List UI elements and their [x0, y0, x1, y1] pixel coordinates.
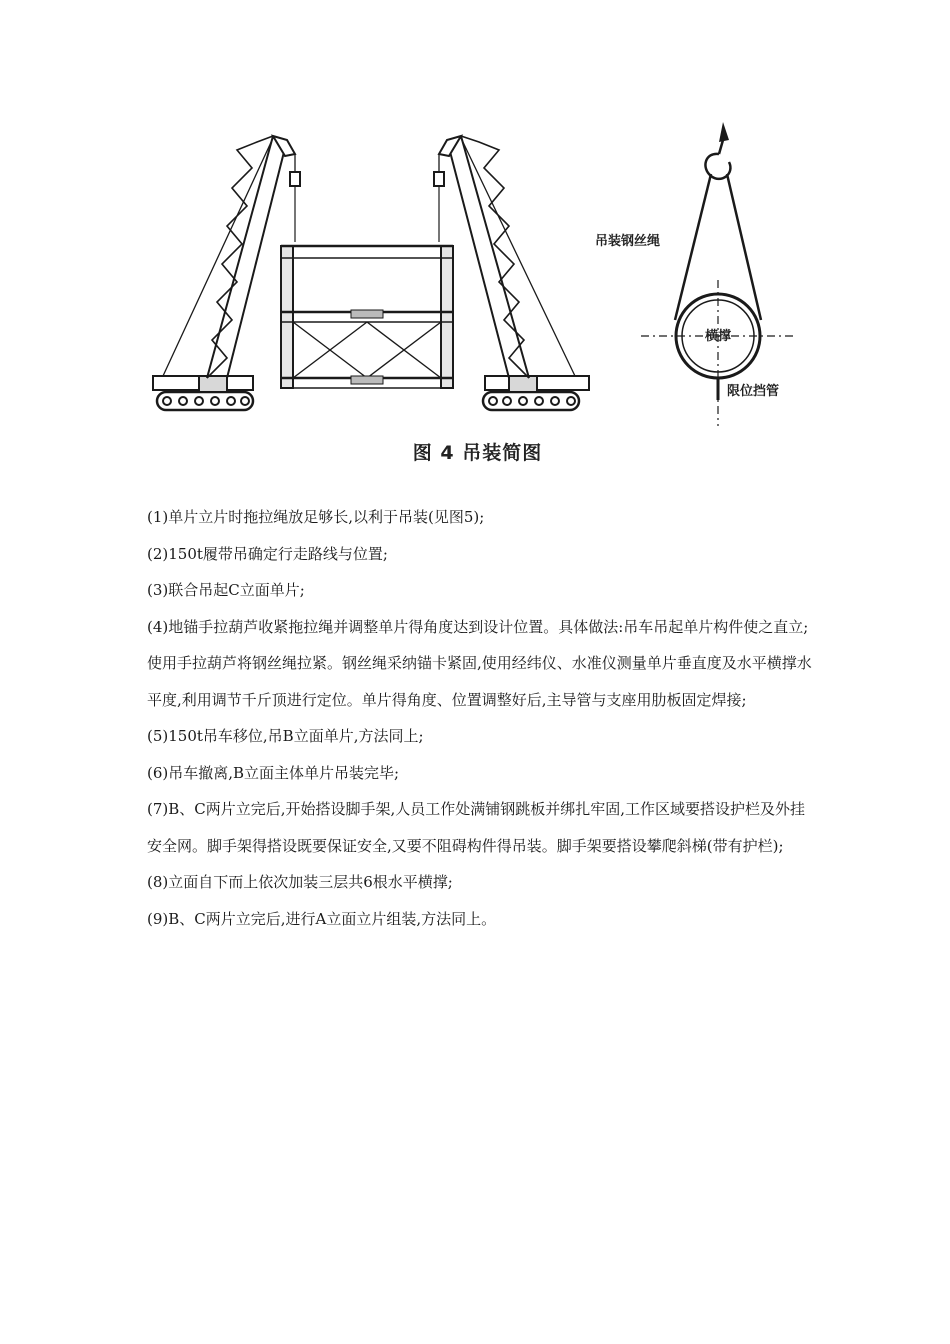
step-paragraph: (2)150t履带吊确定行走路线与位置; [147, 544, 388, 563]
step-paragraph: (1)单片立片时拖拉绳放足够长,以利于吊装(见图5); [147, 508, 485, 526]
label-lifting-wire-rope: 吊装钢丝绳 [595, 234, 661, 249]
step-paragraph: (7)B、C两片立完后,开始搭设脚手架,人员工作处满铺钢跳板并绑扎牢固,工作区域要搭设护栏及外挂安全网。脚手架得搭设既要保证安全,又要不阻碍构件得吊装。脚手架要搭设攀爬斜梯(带有护栏); [147, 800, 806, 855]
step-paragraph: (5)150t吊车移位,吊B立面单片,方法同上; [147, 727, 424, 745]
step-paragraph: (6)吊车撤离,B立面主体单片吊装完毕; [147, 763, 400, 782]
procedure-steps [147, 499, 812, 937]
step-paragraph: (4)地锚手拉葫芦收紧拖拉绳并调整单片得角度达到设计位置。具体做法:吊车吊起单片构件使之直立;使用手拉葫芦将钢丝绳拉紧。钢丝绳采纳锚卡紧固,使用经纬仪、水准仪测量单片垂直度及水平横撑水平度,利用调节千斤顶进行定位。单片得角度、位置调整好后,主导管与支座用肋板固定焊接; [147, 617, 812, 709]
right-crawler-crane [434, 136, 589, 410]
left-crawler-crane [153, 136, 300, 410]
step-paragraph: (9)B、C两片立完后,进行A立面立片组装,方法同上。 [147, 909, 497, 928]
figure-caption: 图 4 吊装简图 [412, 442, 543, 464]
lifting-diagram [145, 110, 810, 475]
step-paragraph: (8)立面自下而上依次加装三层共6根水平横撑; [147, 873, 453, 891]
step-paragraph: (3)联合吊起C立面单片; [147, 581, 305, 599]
label-limit-stop-pipe: 限位挡管 [727, 384, 780, 399]
lifting-diagram-figure [145, 110, 810, 475]
steel-frame-unit [281, 246, 453, 388]
label-crossbar: 横撑 [705, 329, 732, 344]
